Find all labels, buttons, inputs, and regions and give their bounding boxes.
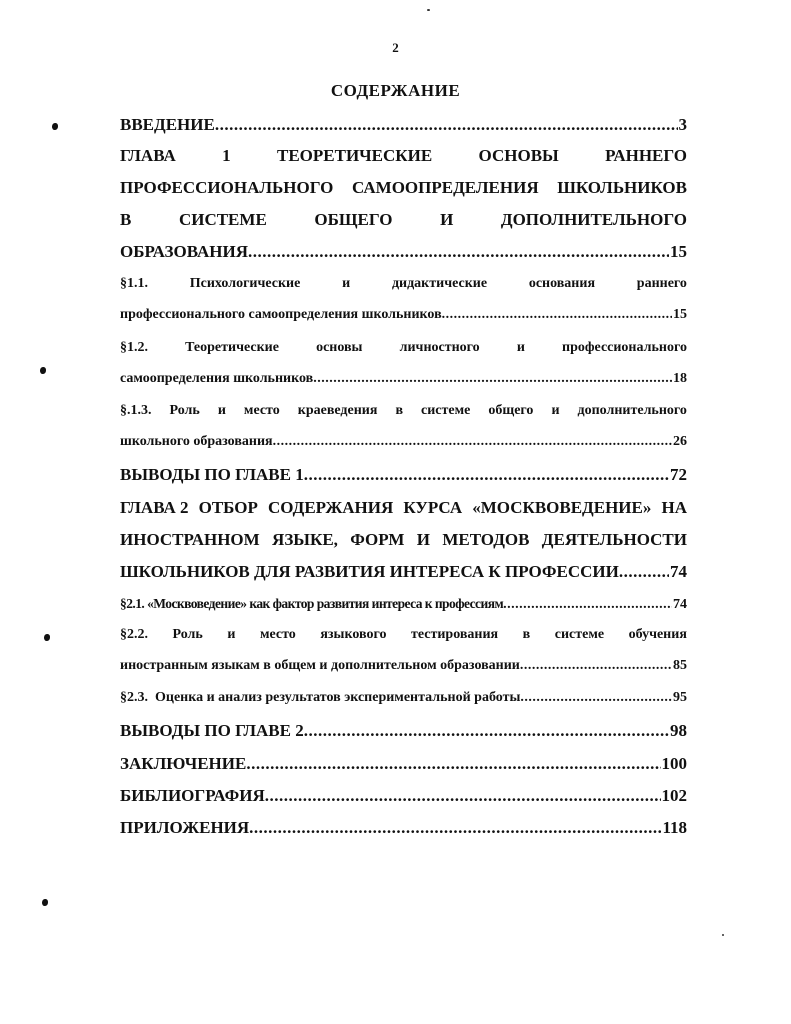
- leader-dots: [249, 818, 661, 838]
- leader-dots: [246, 754, 660, 774]
- word: СОДЕРЖАНИЯ: [267, 498, 394, 517]
- toc-entry-section-2-3[interactable]: [120, 690, 687, 706]
- word: Роль: [169, 403, 200, 418]
- toc-entry-conclusions-chapter-2[interactable]: [120, 721, 687, 741]
- entry-page: 26: [673, 434, 687, 449]
- toc-entry-chapter-2-line-1[interactable]: [120, 498, 687, 518]
- word: ОТБОР: [198, 498, 258, 517]
- binder-hole-mark: [44, 634, 50, 641]
- binder-hole-mark: [52, 123, 58, 130]
- word: ДЕЯТЕЛЬНОСТИ: [541, 530, 687, 549]
- word: языкового: [320, 627, 387, 642]
- word: §2.2.: [120, 627, 148, 642]
- entry-page: 18: [673, 371, 687, 386]
- toc-entry-chapter-1-line-3[interactable]: [120, 210, 687, 230]
- toc-title: СОДЕРЖАНИЕ: [330, 81, 461, 100]
- word: НА: [661, 498, 687, 517]
- entry-page: 85: [673, 658, 687, 673]
- entry-label: ШКОЛЬНИКОВ ДЛЯ РАЗВИТИЯ ИНТЕРЕСА К ПРОФЕССИИ: [120, 562, 619, 581]
- toc-entry-chapter-1-line-1[interactable]: [120, 146, 687, 166]
- leader-dots: [265, 786, 661, 806]
- toc-entry-conclusion[interactable]: [120, 754, 687, 774]
- word: место: [243, 403, 280, 418]
- leader-dots: [248, 242, 669, 262]
- word: дидактические: [391, 276, 488, 291]
- word: ФОРМ: [350, 530, 405, 549]
- entry-label: ОБРАЗОВАНИЯ: [120, 242, 248, 261]
- entry-page: 100: [661, 754, 687, 773]
- word: КУРСА: [403, 498, 463, 517]
- word: тестирования: [410, 627, 499, 642]
- entry-page: 72: [670, 465, 687, 484]
- leader-dots: [520, 658, 672, 674]
- scan-speck: [427, 9, 430, 11]
- word: ОСНОВЫ: [478, 146, 559, 165]
- word: системе: [554, 627, 605, 642]
- entry-page: 74: [673, 597, 687, 612]
- entry-page: 74: [670, 562, 687, 581]
- word: основания: [528, 276, 596, 291]
- toc-entry-section-1-3-line-2[interactable]: [120, 434, 687, 450]
- page-number: 2: [392, 40, 399, 55]
- word: РАННЕГО: [605, 146, 687, 165]
- toc-entry-section-1-1-line-2[interactable]: [120, 307, 687, 323]
- word: раннего: [636, 276, 687, 291]
- word: в: [522, 627, 531, 642]
- toc-entry-bibliography[interactable]: [120, 786, 687, 806]
- word: и: [227, 627, 236, 642]
- toc-entry-section-2-1[interactable]: [120, 596, 687, 613]
- word: и: [342, 276, 351, 291]
- leader-dots: [503, 597, 672, 613]
- word: §1.2.: [120, 340, 148, 355]
- word: дополнительного: [577, 403, 687, 418]
- word: ОБЩЕГО: [314, 210, 393, 229]
- word: ПРОФЕССИОНАЛЬНОГО: [120, 178, 334, 197]
- word: Роль: [172, 627, 203, 642]
- word: ГЛАВА: [120, 146, 176, 165]
- leader-dots: [442, 307, 672, 323]
- word: Психологические: [189, 276, 301, 291]
- leader-dots: [520, 690, 672, 706]
- word: основы: [316, 340, 363, 355]
- toc-entry-section-2-2-line-2[interactable]: [120, 658, 687, 674]
- entry-page: 95: [673, 690, 687, 705]
- word: ТЕОРЕТИЧЕСКИЕ: [277, 146, 433, 165]
- entry-page: 15: [673, 307, 687, 322]
- word: «МОСКВОВЕДЕНИЕ»: [472, 498, 652, 517]
- toc-entry-introduction[interactable]: [120, 115, 687, 135]
- word: в: [395, 403, 403, 418]
- entry-label: иностранным языкам в общем и дополнительном образовании: [120, 658, 520, 673]
- binder-hole-mark: [40, 367, 46, 374]
- toc-entry-conclusions-chapter-1[interactable]: [120, 465, 687, 485]
- entry-label: §2.1. «Москвоведение» как фактор развития интереса к профессиям: [120, 596, 504, 611]
- entry-label: ЗАКЛЮЧЕНИЕ: [120, 754, 247, 773]
- entry-page: 118: [662, 818, 687, 837]
- word: §1.1.: [120, 276, 148, 291]
- scan-speck: [722, 934, 724, 936]
- word: ДОПОЛНИТЕЛЬНОГО: [500, 210, 687, 229]
- entry-label: ВВЕДЕНИЕ: [120, 115, 215, 134]
- leader-dots: [304, 721, 669, 741]
- word: 1: [222, 146, 231, 165]
- word: и: [551, 403, 560, 418]
- word: ИНОСТРАННОМ: [120, 530, 260, 549]
- word: ЯЗЫКЕ,: [272, 530, 338, 549]
- toc-entry-appendices[interactable]: [120, 818, 687, 838]
- word: МЕТОДОВ: [442, 530, 530, 549]
- entry-label: ВЫВОДЫ ПО ГЛАВЕ 1: [120, 465, 304, 484]
- word: системе: [421, 403, 471, 418]
- leader-dots: [313, 371, 672, 387]
- entry-label: самоопределения школьников: [120, 371, 314, 386]
- word: И: [416, 530, 430, 549]
- binder-hole-mark: [42, 899, 48, 906]
- entry-label: §2.3. Оценка и анализ результатов экспериментальной работы: [120, 690, 521, 705]
- toc-entry-section-1-3-line-1[interactable]: [120, 403, 687, 419]
- word: общего: [488, 403, 534, 418]
- word: краеведения: [297, 403, 378, 418]
- word: И: [440, 210, 454, 229]
- word: СИСТЕМЕ: [178, 210, 267, 229]
- word: личностного: [399, 340, 480, 355]
- toc-entry-chapter-1-line-2[interactable]: [120, 178, 687, 198]
- word: ШКОЛЬНИКОВ: [557, 178, 687, 197]
- word: обучения: [628, 627, 687, 642]
- word: и: [217, 403, 226, 418]
- toc-entry-section-1-2-line-2[interactable]: [120, 371, 687, 387]
- entry-page: 102: [661, 786, 687, 805]
- entry-label: профессионального самоопределения школьников: [120, 307, 442, 322]
- word: САМООПРЕДЕЛЕНИЯ: [351, 178, 539, 197]
- entry-page: 15: [670, 242, 687, 261]
- word: В: [120, 210, 132, 229]
- entry-label: ПРИЛОЖЕНИЯ: [120, 818, 250, 837]
- entry-page: 98: [670, 721, 687, 740]
- leader-dots: [273, 434, 672, 450]
- toc-entry-section-1-2-line-1[interactable]: [120, 340, 687, 356]
- word: §.1.3.: [120, 403, 152, 418]
- leader-dots: [304, 465, 669, 485]
- toc-entry-section-1-1-line-1[interactable]: [120, 276, 687, 292]
- word: и: [516, 340, 525, 355]
- toc-entry-section-2-2-line-1[interactable]: [120, 627, 687, 643]
- toc-entry-chapter-1-line-4[interactable]: [120, 242, 687, 262]
- toc-entry-chapter-2-line-2[interactable]: [120, 530, 687, 550]
- leader-dots: [215, 115, 678, 135]
- leader-dots: [619, 562, 669, 582]
- entry-label: БИБЛИОГРАФИЯ: [120, 786, 265, 805]
- word: место: [259, 627, 296, 642]
- toc-entry-chapter-2-line-3[interactable]: [120, 562, 687, 582]
- entry-label: школьного образования: [120, 434, 273, 449]
- entry-label: ВЫВОДЫ ПО ГЛАВЕ 2: [120, 721, 304, 740]
- word: Теоретические: [185, 340, 279, 355]
- word: профессионального: [562, 340, 687, 355]
- entry-page: 3: [678, 115, 687, 134]
- word: ГЛАВА 2: [120, 498, 189, 517]
